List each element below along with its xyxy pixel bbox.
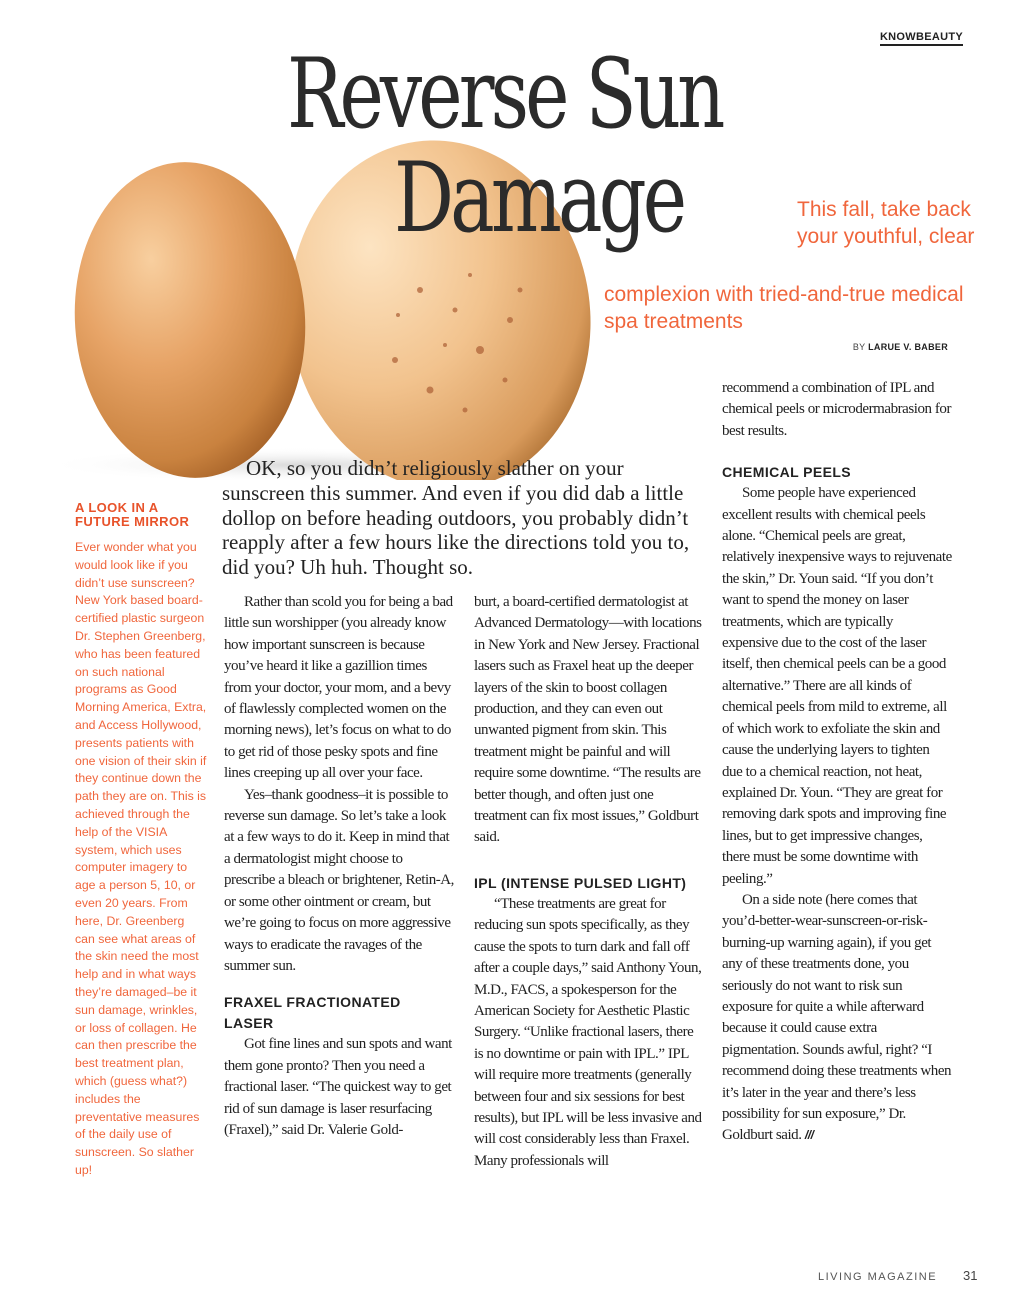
column-2 [474, 592, 704, 1172]
section-tag [880, 31, 963, 46]
section-tag-bold: KNOW [879, 31, 916, 43]
paragraph: “These treatments are great for reducing sun spots specifically, as they cause the spots to turn dark and fall off after a couple days,” said Anthony Youn, M.D., FACS, a spokesperson for the American Society for Aesthetic Plastic Surgery. “Unlike fractional lasers, there is no downtime or pain with IPL.” IPL will require more treatments (generally between four and six sessions for best results), but IPL will be less invasive and will cost considerably less than Fraxel. Many professionals will [474, 895, 702, 1169]
byline [853, 342, 948, 352]
paragraph: Rather than scold you for being a bad little sun worshipper (you already know how important sunscreen is because you’ve heard it like a gazillion times from your doctor, your mom, and a bevy of flawlessly complected women on the morning news), let’s focus on what to do to get rid of those pesky spots and fine lines creeping up all over your face. [224, 594, 453, 782]
end-mark: /// [804, 1128, 814, 1143]
footer-magazine-name: LIVING MAGAZINE [818, 1271, 938, 1283]
paragraph: recommend a combination of IPL and chemical peels or microdermabrasion for best results. [722, 380, 952, 439]
subheading-fraxel: FRAXEL FRACTIONATED LASER [224, 994, 401, 1032]
paragraph: Got fine lines and sun spots and want them gone pronto? Then you need a fractional laser. “The quickest way to get rid of sun damage is laser resurfacing (Fraxel),” said Dr. Valerie Gold- [224, 1036, 452, 1138]
column-1 [224, 592, 454, 1141]
byline-author: LARUE V. BABER [868, 342, 948, 352]
paragraph: Some people have experienced excellent results with chemical peels alone. “Chemical peels are great, relatively inexpensive ways to rejuvenate the skin,” Dr. Youn said. “If you don’t want to spend the money on laser treatments, which are typically expensive due to the cost of the laser itself, then chemical peels can be a good alternative.” There are all kinds of chemical peels from mild to extreme, all of which work to exfoliate the skin and cause the underlying layers to tighten due to a chemical reaction, not heat, explained Dr. Youn. “They are great for removing dark spots and improving fine lines, but to get impressive changes, there must be some downtime with peeling.” [722, 485, 952, 887]
sidebar-heading: A LOOK IN A FUTURE MIRROR [75, 500, 190, 529]
sidebar-body: Ever wonder what you would look like if you didn’t use sunscreen? New York based board-certified plastic surgeon Dr. Stephen Greenberg, who has been featured on such national programs as Good Morning America, Extra, and Access Hollywood, presents patients with one vision of their skin if they continue down the path they are on. This is achieved through the help of the VISIA system, which uses computer imagery to age a person 5, 10, or even 20 years. From here, Dr. Greenberg can see what areas of the skin need the most help and in what ways they’re damaged–be it sun damage, wrinkles, or loss of collagen. He can then prescribe the best treatment plan, which (guess what?) includes the preventative measures of the daily use of sunscreen. So slather up! [75, 540, 207, 1177]
paragraph-text: On a side note (here comes that you’d-better-wear-sunscreen-or-risk-burning-up warning again), if you get any of these treatments done, you seriously do not want to risk sun exposure for quite a while afterward because it could cause extra pigmentation. Sounds awful, right? “I recommend doing these treatments when it’s later in the year and there’s less possibility for sun exposure,” Dr. Goldburt said. [722, 891, 952, 1144]
section-tag-rest: BEAUTY [915, 31, 963, 43]
paragraph: Yes–thank goodness–it is possible to reverse sun damage. So let’s take a look at a few ways to do it. Keep in mind that a dermatologist might choose to prescribe a bleach or brightener, Retin-A, or some other ointment or cream, but we’re going to focus on more aggressive ways to eradicate the ravages of the summer sun. [224, 786, 454, 974]
paragraph: burt, a board-certified dermatologist at Advanced Dermatology—with locations in New York and New Jersey. Fractional lasers such as Fraxel heat up the deeper layers of the skin to boost collagen production, and they can even out unwanted pigment from skin. This treatment might be painful and will require some downtime. “The results are better though, and often just one treatment can fix most issues,” Goldburt said. [474, 594, 702, 846]
article-title-line1: Reverse Sun [287, 38, 722, 150]
sidebar [75, 501, 207, 1180]
subheading-ipl: IPL (INTENSE PULSED LIGHT) [474, 874, 687, 891]
paragraph [722, 890, 952, 1147]
left-egg [64, 154, 315, 480]
subheading-chemical-peels: CHEMICAL PEELS [722, 464, 852, 481]
column-3 [722, 378, 952, 1147]
lead-paragraph: OK, so you didn’t religiously slather on your sunscreen this summer. And even if you did dab a little dollop on before heading outdoors, you probably didn’t reapply after a few hours like the directions told you to, did you? Uh huh. Thought so. [222, 456, 690, 580]
byline-prefix: BY [852, 342, 866, 352]
subhead-line1: This fall, take back your youthful, clear [797, 198, 975, 248]
article-title-line2: Damage [394, 142, 684, 254]
page-number: 31 [963, 1268, 978, 1283]
subhead-line2: complexion with tried-and-true medical spa treatments [604, 283, 964, 333]
